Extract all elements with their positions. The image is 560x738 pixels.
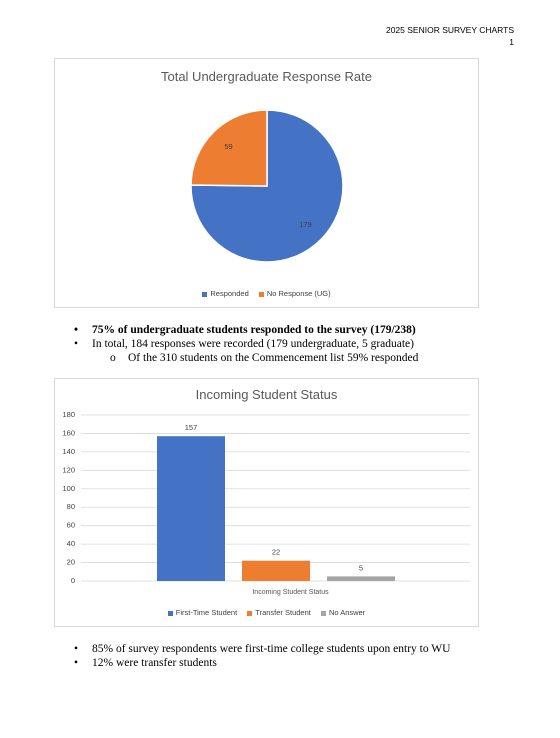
y-tick-label: 60: [66, 520, 75, 530]
list-item-text: In total, 184 responses were recorded (179 undergraduate, 5 graduate): [92, 338, 414, 350]
bar: [242, 561, 310, 581]
bar-legend: [55, 608, 478, 617]
bullet-marker: •: [74, 338, 79, 350]
bar-data-label: 5: [358, 563, 364, 573]
pie-legend: [55, 289, 478, 298]
pie-chart-title: Total Undergraduate Response Rate: [160, 69, 373, 84]
legend-item-transfer: [247, 608, 311, 617]
legend-swatch: [168, 611, 173, 616]
legend-label: Responded: [210, 289, 249, 298]
legend-item-first-time: [168, 608, 237, 617]
legend-label: No Response (UG): [266, 289, 331, 298]
y-tick-label: 20: [66, 557, 75, 567]
legend-swatch: [202, 292, 207, 297]
list-item: [74, 323, 514, 337]
list-item-text: 85% of survey respondents were first-time college students upon entry to WU: [92, 643, 451, 655]
sub-list-item: [74, 351, 514, 365]
y-tick-label: 40: [66, 539, 75, 549]
list-item: [74, 642, 514, 656]
bullet-marker: •: [74, 657, 79, 669]
legend-swatch: [321, 611, 326, 616]
bar-chart: [55, 379, 480, 628]
legend-label: First-Time Student: [175, 608, 238, 617]
y-tick-label: 160: [62, 428, 75, 438]
bar-data-label: 22: [271, 547, 281, 557]
list-item-text: 12% were transfer students: [92, 657, 217, 669]
bullet-marker: •: [74, 324, 79, 336]
list-item-text: 75% of undergraduate students responded to the survey (179/238): [92, 324, 416, 336]
bar-data-label: 157: [184, 423, 198, 433]
pie-data-label: 59: [224, 142, 233, 152]
legend-item-responded: [202, 289, 248, 298]
y-tick-label: 180: [62, 409, 75, 419]
page-number: 1: [509, 37, 514, 47]
bar-chart-title: Incoming Student Status: [195, 387, 338, 402]
legend-swatch: [247, 611, 252, 616]
legend-item-no-response: [259, 289, 331, 298]
legend-label: Transfer Student: [255, 608, 311, 617]
y-tick-label: 120: [62, 465, 75, 475]
bullet-marker: •: [74, 643, 79, 655]
y-tick-label: 0: [70, 575, 75, 585]
list-item: [74, 337, 514, 351]
document-title: 2025 SENIOR SURVEY CHARTS: [385, 25, 514, 35]
sub-bullet-marker: o: [110, 352, 116, 364]
y-tick-label: 100: [62, 483, 75, 493]
bar-chart-panel: [54, 378, 479, 627]
response-summary-list: [74, 323, 514, 365]
legend-swatch: [259, 292, 264, 297]
legend-item-no-answer: [321, 608, 365, 617]
student-status-list: [74, 642, 514, 670]
pie-data-label: 179: [299, 219, 312, 229]
bar: [157, 436, 225, 581]
page-header: [386, 24, 514, 48]
list-item: [74, 656, 514, 670]
bar: [327, 576, 395, 581]
legend-label: No Answer: [328, 608, 366, 617]
y-tick-label: 140: [62, 446, 75, 456]
x-category-label: Incoming Student Status: [252, 589, 329, 596]
pie-chart: [55, 59, 480, 309]
list-item-text: Of the 310 students on the Commencement list 59% responded: [128, 352, 419, 364]
pie-chart-panel: [54, 58, 479, 308]
y-tick-label: 80: [66, 502, 75, 512]
